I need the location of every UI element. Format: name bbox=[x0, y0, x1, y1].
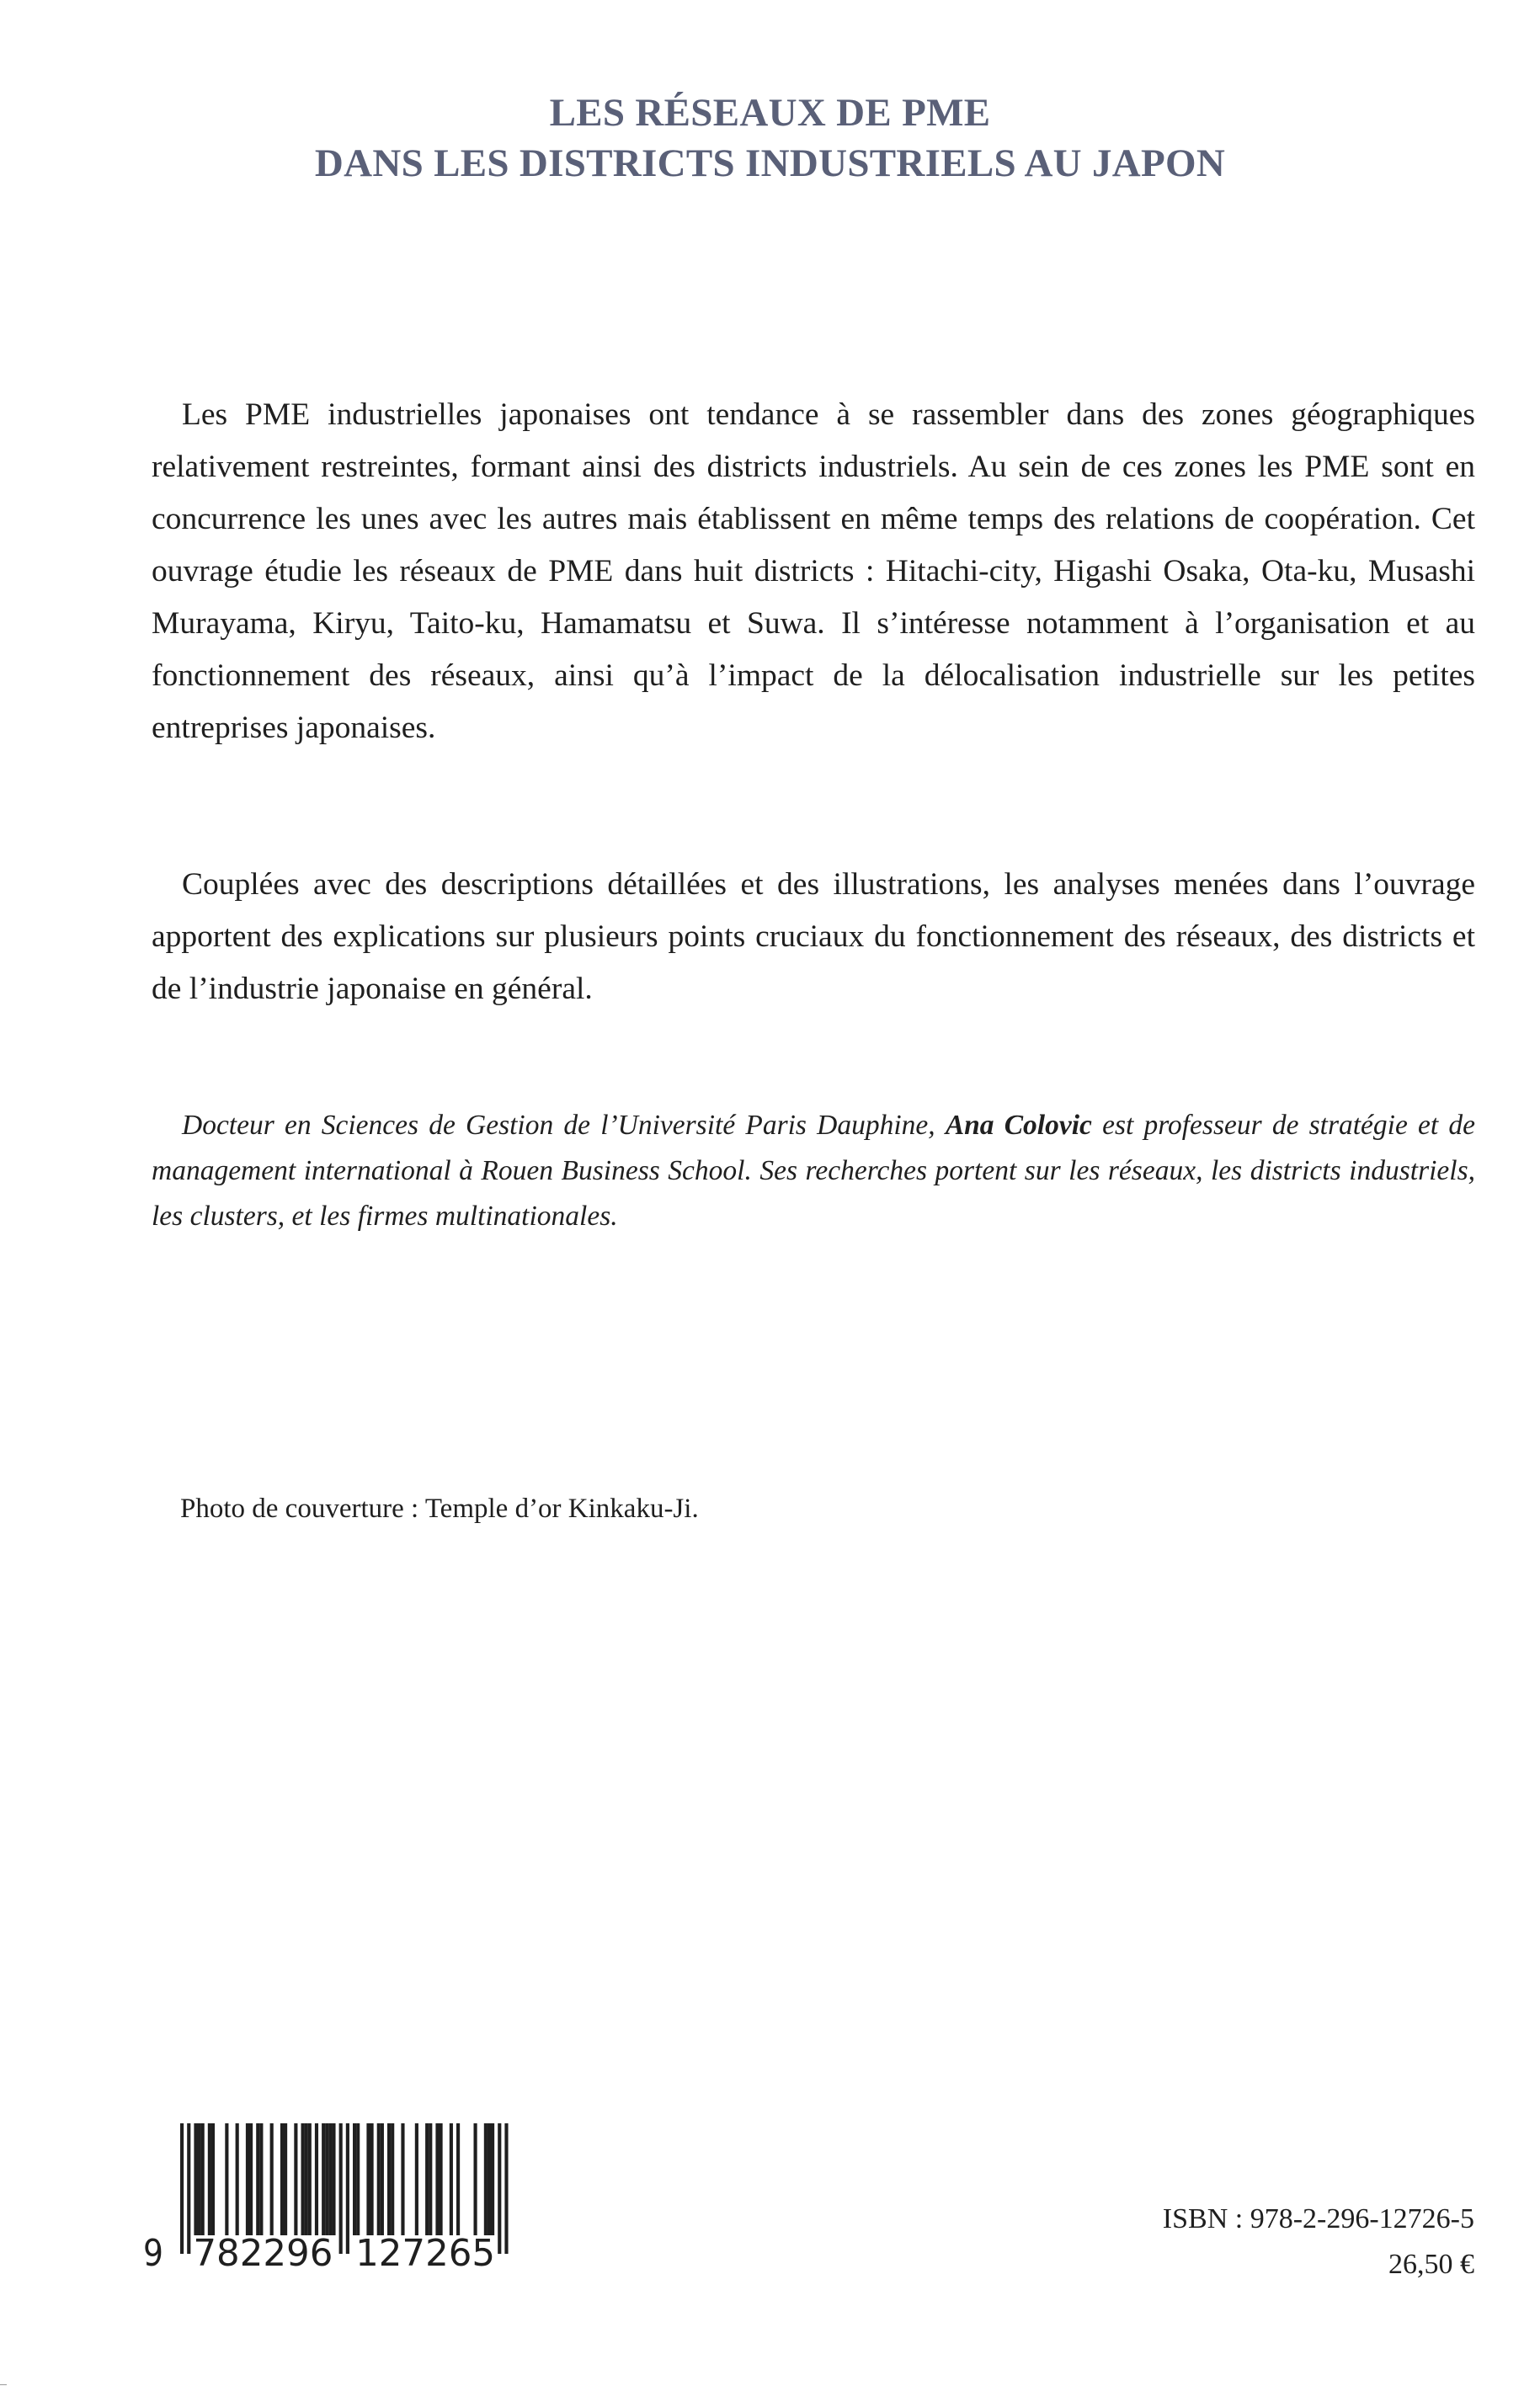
barcode-icon bbox=[135, 2105, 530, 2273]
title-line-1: LES RÉSEAUX DE PME bbox=[549, 91, 991, 135]
crop-mark bbox=[0, 2384, 7, 2385]
book-title bbox=[0, 88, 1540, 189]
summary-paragraph-1 bbox=[152, 389, 1475, 754]
title-line-2: DANS LES DISTRICTS INDUSTRIELS AU JAPON bbox=[314, 141, 1226, 185]
summary-paragraph-2 bbox=[152, 859, 1475, 1015]
paragraph-text: Couplées avec des descriptions détaillées et des illustrations, les analyses menées dans l’ouvrage apportent des explications sur plusieurs points cruciaux du fonctionnement des réseaux, des districts et de l’industrie japonaise en général. bbox=[152, 867, 1475, 1006]
isbn-number: ISBN : 978-2-296-12726-5 bbox=[1162, 2203, 1474, 2234]
paragraph-text: Les PME industrielles japonaises ont tendance à se rassembler dans des zones géographiques relativement restreintes, formant ainsi des districts industriels. Au sein de ces zones les PME sont en concurrence les unes avec les autres mais établissent en même temps des relations de coopération. Cet ouvrage étudie les réseaux de PME dans huit districts : Hitachi-city, Higashi Osaka, Ota-ku, Musashi Murayama, Kiryu, Taito-ku, Hamamatsu et Suwa. Il s’intéresse notamment à l’organisation et au fonctionnement des réseaux, ainsi qu’à l’impact de la délocalisation industrielle sur les petites entreprises japonaises. bbox=[152, 397, 1475, 745]
photo-credit: Photo de couverture : Temple d’or Kinkaku-Ji. bbox=[180, 1494, 699, 1524]
bio-text-before: Docteur en Sciences de Gestion de l’Université Paris Dauphine, bbox=[182, 1110, 946, 1141]
author-name: Ana Colovic bbox=[945, 1110, 1092, 1141]
author-bio bbox=[152, 1103, 1475, 1239]
isbn-barcode bbox=[135, 2105, 530, 2273]
svg-text:9: 9 bbox=[143, 2232, 163, 2273]
svg-text:127265: 127265 bbox=[355, 2232, 496, 2273]
bio-text-after: est professeur de stratégie et de management international à Rouen Business School. Ses recherches portent sur les réseaux, les districts industriels, les clusters, et les firmes multinationales. bbox=[152, 1110, 1475, 1232]
price: 26,50 € bbox=[1388, 2249, 1474, 2280]
svg-text:782296: 782296 bbox=[193, 2232, 333, 2273]
